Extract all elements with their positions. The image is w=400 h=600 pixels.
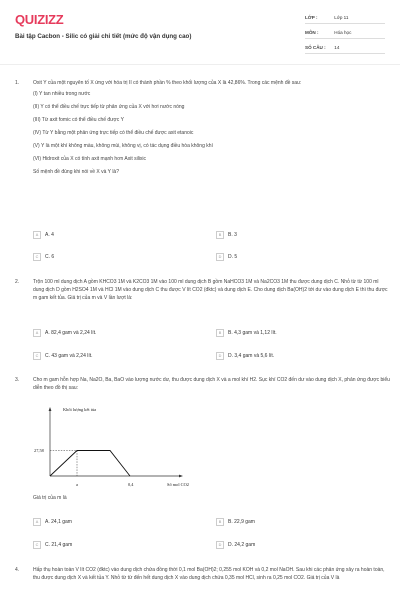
question-body [33, 79, 391, 181]
question-ask: Số mệnh đề đúng khi nói về X và Y là? [33, 169, 119, 175]
meta-key: SỐ CÂU : [305, 45, 326, 50]
option-a[interactable] [33, 231, 54, 239]
option-a[interactable] [33, 518, 72, 526]
meta-subject [305, 30, 351, 35]
option-letter-box: A [33, 329, 41, 337]
option-text: C. 6 [45, 254, 55, 260]
question-number: 4. [15, 567, 20, 573]
option-letter-box: C [33, 253, 41, 261]
meta-underline [305, 53, 385, 54]
statement: (VI) Hidroxit của X có tính axit mạnh hơn Axit silixic [33, 156, 147, 162]
y-axis-arrow [49, 407, 52, 411]
statement: (III) Từ axit fomic có thể điều chế được Y [33, 117, 124, 123]
header [0, 0, 400, 62]
x-axis-arrow [179, 475, 183, 478]
question-body [33, 566, 391, 582]
question-text: Cho m gam hỗn hợp Na, Na2O, Ba, BaO vào lượng nước dư, thu được dung dịch X và a mol khí H2. Sục khí CO2 đến dư vào dung dịch X, phản ứng được biểu diễn theo đồ thị sau: [33, 377, 390, 391]
option-letter-box: D [216, 352, 224, 360]
option-text: A. 82,4 gam và 2,24 lít. [45, 330, 97, 336]
quizizz-logo[interactable]: QUIZIZZ [15, 12, 64, 27]
meta-value: 14 [334, 45, 340, 50]
option-text: D. 5 [228, 254, 238, 260]
option-letter-box: C [33, 352, 41, 360]
option-text: D. 3,4 gam và 5,6 lít. [228, 353, 275, 359]
question-body [33, 376, 391, 392]
statement: (V) Y là một khí không màu, không mùi, không vị, có tác dụng điều hòa không khí [33, 143, 213, 149]
option-a[interactable] [33, 329, 96, 337]
meta-key: LỚP : [305, 15, 318, 20]
option-text: B. 22,9 gam [228, 519, 255, 525]
meta-question-count [305, 45, 339, 50]
data-line [50, 451, 130, 477]
question-body [33, 494, 391, 502]
statement: (II) Y có thể điều chế trực tiếp từ phản ứng của X với hơi nước nóng [33, 104, 185, 110]
meta-class [305, 15, 348, 20]
question-text: Oxit Y của một nguyên tố X ứng với hóa trị II có thành phần % theo khối lượng của X là 42,86%. Trong các mệnh đề sau: [33, 80, 302, 86]
x-tick-0-4: 0,4 [128, 482, 134, 487]
option-b[interactable] [216, 231, 237, 239]
option-b[interactable] [216, 329, 277, 337]
option-text: D. 24,2 gam [228, 542, 256, 548]
question-number: 1. [15, 80, 20, 86]
meta-underline [305, 23, 385, 24]
y-tick-label: 27,58 [34, 448, 44, 453]
option-text: B. 4,3 gam và 1,12 lít. [228, 330, 277, 336]
header-divider [0, 64, 400, 65]
option-d[interactable] [216, 253, 237, 261]
question-ask: Giá trị của m là [33, 495, 67, 501]
option-letter-box: D [216, 541, 224, 549]
question-number: 3. [15, 377, 20, 383]
meta-key: MÔN : [305, 30, 319, 35]
option-letter-box: A [33, 518, 41, 526]
statement: (I) Y tan nhiều trong nước [33, 91, 91, 97]
option-text: C. 21,4 gam [45, 542, 73, 548]
y-axis-label: Khối lượng kết tủa [63, 407, 97, 412]
option-text: A. 24,1 gam [45, 519, 72, 525]
x-tick-a: a [76, 482, 78, 487]
option-letter-box: C [33, 541, 41, 549]
chart-svg [30, 402, 190, 492]
statement: (IV) Từ Y bằng một phản ứng trực tiếp có thể điều chế được axit etanoic [33, 130, 194, 136]
option-c[interactable] [33, 352, 93, 360]
option-text: B. 3 [228, 232, 237, 238]
question-number: 2. [15, 279, 20, 285]
option-c[interactable] [33, 541, 72, 549]
option-b[interactable] [216, 518, 255, 526]
question-text: Hấp thụ hoàn toàn V lít CO2 (đktc) vào dung dịch chứa đồng thời 0,1 mol Ba(OH)2; 0,255 mol KOH và 0,2 mol NaOH. Sau khi các phản ứng xảy ra hoàn toàn, thu được dung dịch X và kết tủa Y. Nhỏ từ từ đến hết dung dịch X vào dung dịch chứa 0,35 mol HCl, sinh ra 0,25 mol CO2. Giá trị của V là [33, 567, 385, 581]
option-d[interactable] [216, 352, 274, 360]
question-body [33, 278, 391, 302]
option-letter-box: A [33, 231, 41, 239]
precipitate-chart [30, 402, 190, 492]
x-axis-label: Số mol CO2 [167, 482, 189, 487]
option-letter-box: D [216, 253, 224, 261]
question-text: Trộn 100 ml dung dịch A gồm KHCO3 1M và K2CO3 1M vào 100 ml dung dịch B gồm NaHCO3 1M và Na2CO3 1M thu được dung dịch C. Nhỏ từ từ 100 ml dung dịch D gồm H2SO4 1M và HCl 1M vào dung dịch C thu được V lít CO2 (đktc) và dung dịch E. Cho dung dịch Ba(OH)2 tới dư vào dung dịch E thì thu được m gam kết tủa. Giá trị của m và V lần lượt là: [33, 279, 388, 301]
option-c[interactable] [33, 253, 54, 261]
option-text: C. 43 gam và 2,24 lít. [45, 353, 93, 359]
option-letter-box: B [216, 518, 224, 526]
option-letter-box: B [216, 231, 224, 239]
document-title: Bài tập Cacbon - Silic có giải chi tiết (mức độ vận dụng cao) [15, 33, 192, 40]
option-d[interactable] [216, 541, 255, 549]
option-text: A. 4 [45, 232, 54, 238]
meta-underline [305, 38, 385, 39]
option-letter-box: B [216, 329, 224, 337]
meta-value: Hóa học [334, 30, 352, 35]
meta-value: Lớp 11 [334, 15, 349, 20]
